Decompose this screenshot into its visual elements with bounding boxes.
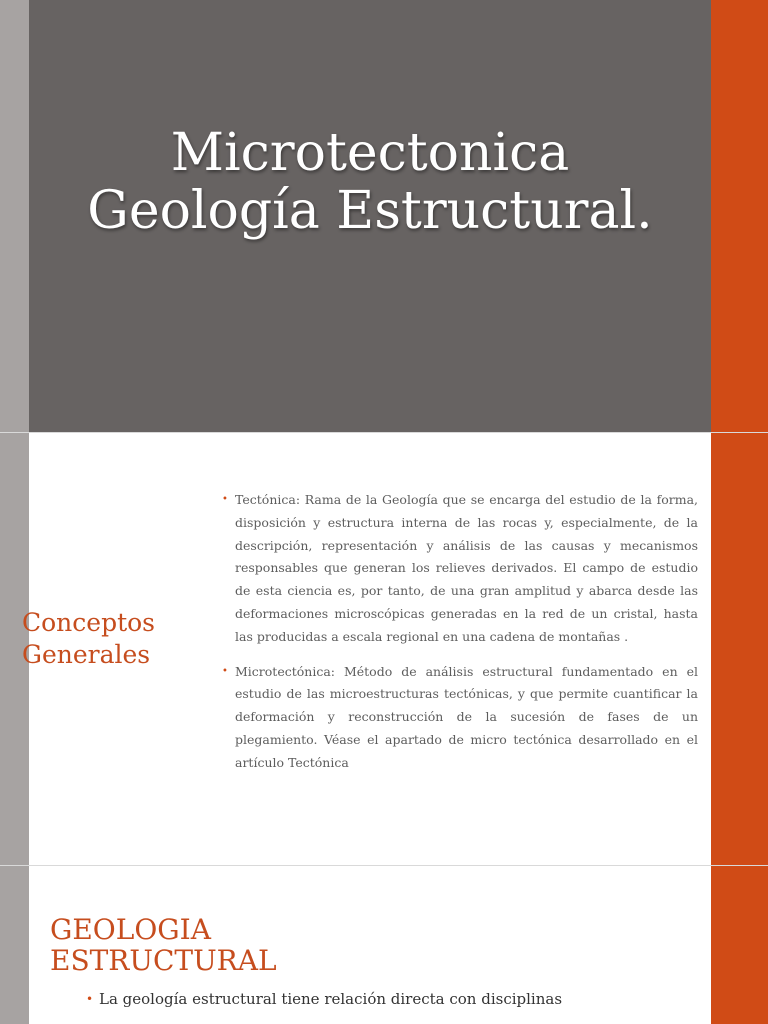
left-accent-bar — [0, 866, 29, 1024]
section-heading-line-2: ESTRUCTURAL — [50, 944, 277, 977]
section-heading — [50, 914, 277, 976]
bullet-text: Microtectónica: Método de análisis estructural fundamentado en el estudio de las microestructuras tectónicas, y que permite cuantificar la deformación y reconstrucción de la sucesión de fases de un plegamiento. Véase el apartado de micro tectónica desarrollado en el artículo Tectónica — [235, 663, 698, 770]
left-accent-bar — [0, 0, 29, 432]
section-heading — [22, 607, 155, 671]
right-accent-bar — [711, 866, 768, 1024]
bullet-icon: • — [222, 665, 228, 677]
section-heading-line-1: Conceptos — [22, 608, 156, 637]
structural-geology-slide — [0, 866, 768, 1024]
bullet-text: Tectónica: Rama de la Geología que se encarga del estudio de la forma, disposición y estructura interna de las rocas y, especialmente, de la descripción, representación y análisis de las causas y mecanismos responsables que generan los relieves derivados. El campo de estudio de esta ciencia es, por tanto, de una gran amplitud y abarca desde las deformaciones microscópicas generadas en la red de un cristal, hasta las producidas a escala regional en una cadena de montañas . — [235, 492, 698, 644]
bullet-icon: • — [86, 992, 94, 1006]
bullet-icon: • — [222, 494, 228, 505]
bullet-text: La geología estructural tiene relación directa con disciplinas — [99, 990, 563, 1008]
section-heading-line-1: GEOLOGIA — [50, 913, 211, 946]
bullet-item — [222, 661, 698, 775]
bullet-list — [86, 986, 614, 1024]
concepts-slide — [0, 433, 768, 865]
bullet-item — [222, 489, 698, 649]
slide-title-line-1: Microtectonica — [170, 123, 570, 183]
section-heading-line-2: Generales — [22, 640, 151, 669]
bullet-item — [86, 986, 614, 1012]
title-slide — [0, 0, 768, 432]
right-accent-bar — [711, 433, 768, 865]
slide-title-line-2: Geología Estructural. — [87, 181, 653, 241]
right-accent-bar — [711, 0, 768, 432]
bullet-list — [222, 489, 698, 787]
